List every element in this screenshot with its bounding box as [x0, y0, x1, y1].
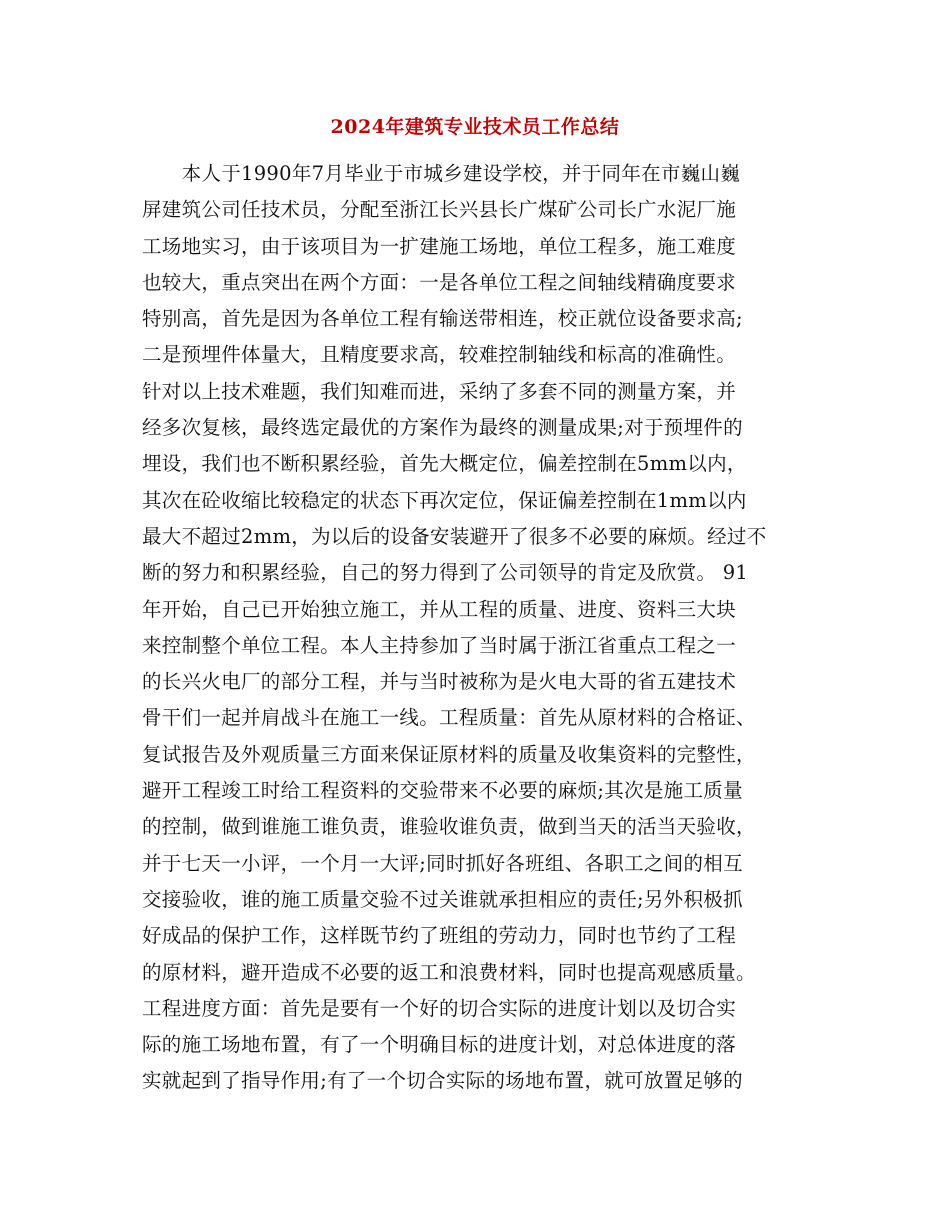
body-line: 年开始，自己已开始独立施工，并从工程的质量、进度、资料三大块 — [142, 597, 737, 621]
body-line: 最大不超过2mm，为以后的设备安装避开了很多不必要的麻烦。经过不 — [142, 524, 767, 548]
body-line: 的原材料，避开造成不必要的返工和浪费材料，同时也提高观感质量。 — [142, 960, 756, 984]
body-line: 实就起到了指导作用;有了一个切合实际的场地布置，就可放置足够的 — [142, 1069, 743, 1093]
body-line: 来控制整个单位工程。本人主持参加了当时属于浙江省重点工程之一 — [142, 633, 737, 657]
body-line: 复试报告及外观质量三方面来保证原材料的质量及收集资料的完整性， — [142, 742, 756, 766]
body-line: 二是预埋件体量大，且精度要求高，较难控制轴线和标高的准确性。 — [142, 343, 737, 367]
body-line: 特别高，首先是因为各单位工程有输送带相连，校正就位设备要求高; — [142, 307, 743, 331]
body-line: 其次在砼收缩比较稳定的状态下再次定位，保证偏差控制在1mm以内 — [142, 488, 747, 512]
body-line: 避开工程竣工时给工程资料的交验带来不必要的麻烦;其次是施工质量 — [142, 779, 743, 803]
body-line: 针对以上技术难题，我们知难而进，采纳了多套不同的测量方案，并 — [142, 379, 737, 403]
body-line: 骨干们一起并肩战斗在施工一线。工程质量：首先从原材料的合格证、 — [142, 706, 756, 730]
body-line: 也较大，重点突出在两个方面：一是各单位工程之间轴线精确度要求 — [142, 270, 737, 294]
body-line: 并于七天一小评，一个月一大评;同时抓好各班组、各职工之间的相互 — [142, 851, 743, 875]
document-title: 2024年建筑专业技术员工作总结 — [330, 116, 620, 138]
body-line: 屏建筑公司任技术员，分配至浙江长兴县长广煤矿公司长广水泥厂施 — [142, 198, 737, 222]
body-line: 际的施工场地布置，有了一个明确目标的进度计划，对总体进度的落 — [142, 1033, 737, 1057]
body-line: 的长兴火电厂的部分工程，并与当时被称为是火电大哥的省五建技术 — [142, 670, 737, 694]
body-line: 工程进度方面：首先是要有一个好的切合实际的进度计划以及切合实 — [142, 996, 737, 1020]
body-line: 的控制，做到谁施工谁负责，谁验收谁负责，做到当天的活当天验收， — [142, 815, 756, 839]
body-line: 断的努力和积累经验，自己的努力得到了公司领导的肯定及欣赏。 91 — [142, 561, 749, 585]
body-line: 埋设，我们也不断积累经验，首先大概定位，偏差控制在5mm以内， — [142, 452, 747, 476]
document-body — [142, 156, 822, 1100]
body-line: 交接验收，谁的施工质量交验不过关谁就承担相应的责任;另外积极抓 — [142, 887, 743, 911]
body-line: 好成品的保护工作，这样既节约了班组的劳动力，同时也节约了工程 — [142, 924, 737, 948]
body-line: 工场地实习，由于该项目为一扩建施工场地，单位工程多，施工难度 — [142, 234, 737, 258]
body-line: 本人于1990年7月毕业于市城乡建设学校，并于同年在市巍山巍 — [142, 162, 741, 185]
body-line: 经多次复核，最终选定最优的方案作为最终的测量成果;对于预埋件的 — [142, 416, 743, 440]
